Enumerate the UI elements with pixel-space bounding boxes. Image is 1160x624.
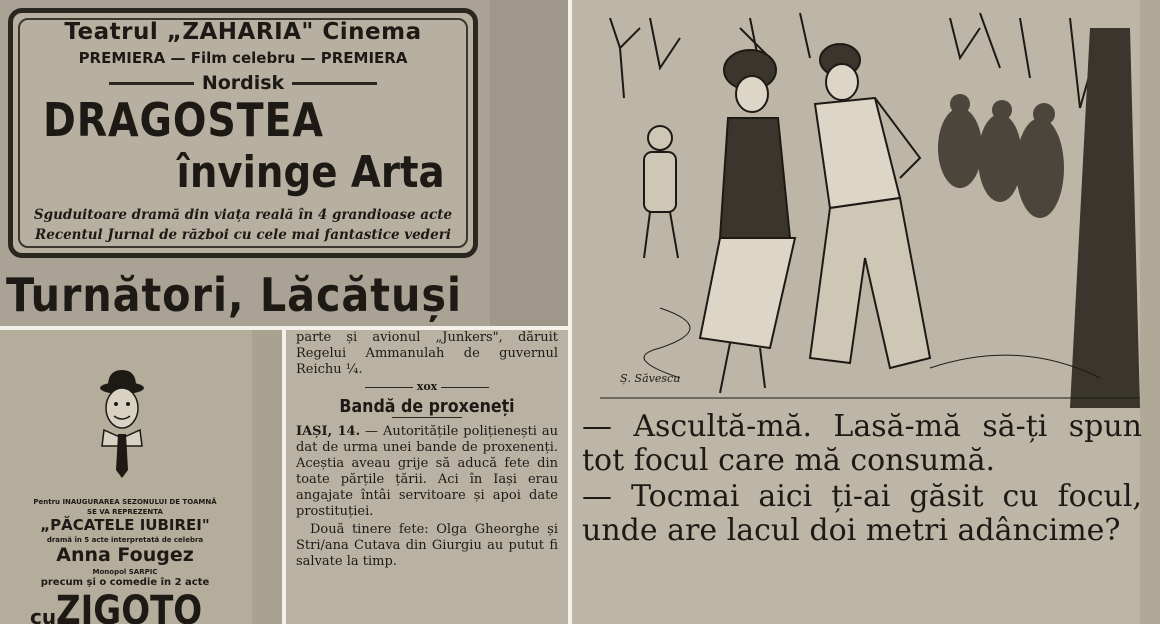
ad-frame: [8, 8, 478, 258]
studio-row: [109, 71, 377, 95]
drama-note: dramă în 5 acte interpretată de celebra: [46, 536, 204, 544]
newsreel-tagline: Recentul Jurnal de război cu cele mai fantastice vederi: [35, 227, 451, 243]
studio-name: Nordisk: [201, 72, 285, 94]
premiere-line: PREMIERA — Film celebru — PREMIERA: [78, 49, 408, 67]
article-paragraph: [296, 424, 558, 520]
film-title-line2: învinge Arta: [176, 147, 445, 198]
page-edge: [252, 330, 282, 624]
article-separator: xox: [296, 379, 558, 395]
theater-advertisement: [0, 330, 282, 624]
article-headline: Bandă de proxeneți: [339, 396, 515, 417]
film-tagline: Sguduitoare dramă din viața reală în 4 grandioase acte: [33, 207, 453, 223]
cinema-advertisement: [0, 0, 568, 326]
cartoon-caption: [582, 410, 1142, 548]
star-line: [30, 588, 228, 624]
season-opening-text: Pentru INAUGURAREA SEZONULUI DE TOAMNĂ: [33, 498, 217, 506]
divider: [109, 82, 194, 85]
star-name: ZIGOTO: [56, 588, 203, 624]
film-title-line1: DRAGOSTEA: [43, 93, 324, 147]
dateline: IAȘI, 14.: [296, 424, 361, 439]
headline-rule: [392, 417, 462, 418]
comedy-note: precum și o comedie în 2 acte: [40, 577, 210, 588]
actor-name: Anna Fougez: [56, 544, 194, 566]
monopoly-note: Monopol SARPIC: [92, 568, 158, 576]
artist-signature: Ș. Săvescu: [620, 372, 681, 385]
comedian-portrait-illustration: [82, 370, 162, 490]
with-word: cu: [30, 605, 57, 624]
divider: [292, 82, 377, 85]
page-edge: [1140, 0, 1160, 624]
caption-line-2: — Tocmai aici ți-ai găsit cu focul, unde are lacul doi metri adâncime?: [582, 479, 1142, 548]
cartoon-panel: [572, 0, 1160, 624]
article-body: — Autoritățile polițienești au dat de urma unei bande de proxenenți. Aceștia aveau grije să aducă fete din toate părțile țării. Aci în Iași erau angajate întâi servitoare și apoi date prostituției.: [296, 424, 558, 519]
will-present-text: SE VA REPREZENTA: [87, 508, 163, 516]
caption-line-1: — Ascultă-mă. Lasă-mă să-ți spun tot focul care mă consumă.: [582, 409, 1142, 478]
venue-name: Teatrul „ZAHARIA" Cinema: [64, 19, 422, 45]
news-column: [286, 330, 568, 624]
previous-article-text: parte și avionul „Junkers", dăruit Regelui Ammanulah de guvernul Reichu ¼.: [296, 330, 558, 377]
page-edge: [490, 0, 568, 326]
classified-heading: Turnători, Lăcătuși: [6, 268, 462, 322]
article-paragraph-2: Două tinere fete: Olga Gheorghe și Stri/ana Cutava din Giurgiu au putut fi salvate la timp.: [296, 522, 558, 569]
play-title: „PĂCATELE IUBIREI": [40, 516, 210, 534]
ice-skating-couple-illustration: [600, 8, 1140, 408]
